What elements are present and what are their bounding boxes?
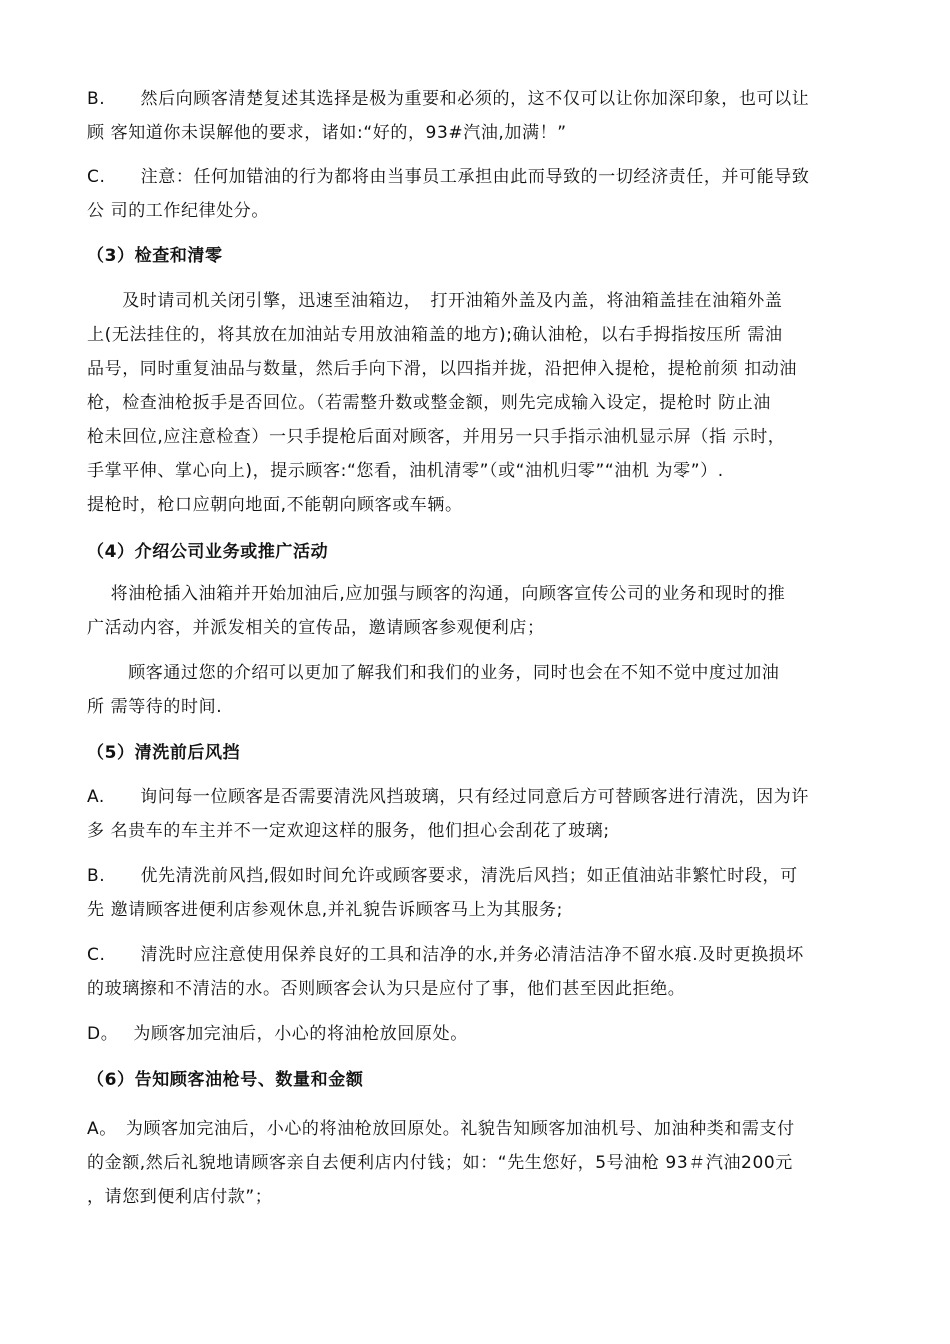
text-line: 顾客通过您的介绍可以更加了解我们和我们的业务，同时也会在不知不觉中度过加油 — [87, 663, 780, 683]
text-line: 多 名贵车的车主并不一定欢迎这样的服务，他们担心会刮花了玻璃; — [87, 821, 610, 841]
text-line: 上(无法挂住的，将其放在加油站专用放油箱盖的地方);确认油枪，以右手拇指按压所 需油 — [87, 325, 783, 345]
text-line: 公 司的工作纪律处分。 — [87, 201, 270, 221]
text-line: 所 需等待的时间. — [87, 697, 223, 717]
text-line: 广活动内容，并派发相关的宣传品，邀请顾客参观便利店； — [87, 618, 545, 638]
text-line: B. 优先清洗前风挡,假如时间允许或顾客要求，清洗后风挡；如正值油站非繁忙时段，可 — [87, 866, 798, 886]
paragraph-5d-return-nozzle — [87, 1017, 862, 1051]
section-heading-6: （6）告知顾客油枪号、数量和金额 — [87, 1070, 364, 1090]
text-line: 将油枪插入油箱并开始加油后,应加强与顾客的沟通，向顾客宣传公司的业务和现时的推 — [87, 584, 786, 604]
paragraph-b-repeat-choice — [87, 82, 862, 150]
text-line: C. 清洗时应注意使用保养良好的工具和洁净的水,并务必清洁洁净不留水痕.及时更换损坏 — [87, 945, 804, 965]
text-line: 及时请司机关闭引擎，迅速至油箱边， 打开油箱外盖及内盖，将油箱盖挂在油箱外盖 — [87, 291, 783, 311]
text-line: 先 邀请顾客进便利店参观休息,并礼貌告诉顾客马上为其服务; — [87, 900, 563, 920]
paragraph-5c-cleaning-tools — [87, 938, 862, 1006]
paragraph-customer-understanding — [87, 656, 862, 724]
text-line: C. 注意：任何加错油的行为都将由当事员工承担由此而导致的一切经济责任，并可能导致 — [87, 167, 810, 187]
text-line: 枪未回位,应注意检查）一只手提枪后面对顾客，并用另一只手指示油机显示屏（指 示时， — [87, 427, 786, 447]
section-heading-3: （3）检查和清零 — [87, 246, 223, 266]
text-line: 枪，检查油枪扳手是否回位。（若需整升数或整金额，则先完成输入设定，提枪时 防止油 — [87, 393, 771, 413]
text-line: 顾 客知道你未误解他的要求，诸如:“好的，93#汽油,加满！” — [87, 123, 567, 143]
text-line: A。 为顾客加完油后，小心的将油枪放回原处。礼貌告知顾客加油机号、加油种类和需支付 — [87, 1119, 795, 1139]
text-line: D。 为顾客加完油后，小心的将油枪放回原处。 — [87, 1024, 468, 1044]
text-line: ，请您到便利店付款”； — [87, 1187, 273, 1207]
text-line: 的金额,然后礼貌地请顾客亲自去便利店内付钱；如：“先生您好，5号油枪 93＃汽油200元 — [87, 1153, 793, 1173]
text-line: 的玻璃擦和不清洁的水。否则顾客会认为只是应付了事，他们甚至因此拒绝。 — [87, 979, 686, 999]
text-line: 手掌平伸、掌心向上)，提示顾客:“您看，油机清零”（或“油机归零”“油机 为零”）. — [87, 461, 724, 481]
text-line: B. 然后向顾客清楚复述其选择是极为重要和必须的，这不仅可以让你加深印象，也可以让 — [87, 89, 810, 109]
paragraph-promote-business — [87, 577, 862, 645]
section-heading-5: （5）清洗前后风挡 — [87, 743, 241, 763]
paragraph-c-notice — [87, 160, 862, 228]
paragraph-check-and-reset — [87, 284, 862, 522]
text-line: 品号，同时重复油品与数量，然后手向下滑，以四指并拢，沿把伸入提枪，提枪前须 扣动油 — [87, 359, 798, 379]
text-line: 提枪时，枪口应朝向地面,不能朝向顾客或车辆。 — [87, 495, 463, 515]
paragraph-6a-inform-amount — [87, 1112, 862, 1214]
paragraph-5a-ask-customer — [87, 780, 862, 848]
paragraph-5b-front-windshield — [87, 859, 862, 927]
text-line: A. 询问每一位顾客是否需要清洗风挡玻璃，只有经过同意后方可替顾客进行清洗，因为许 — [87, 787, 809, 807]
section-heading-4: （4）介绍公司业务或推广活动 — [87, 542, 329, 562]
